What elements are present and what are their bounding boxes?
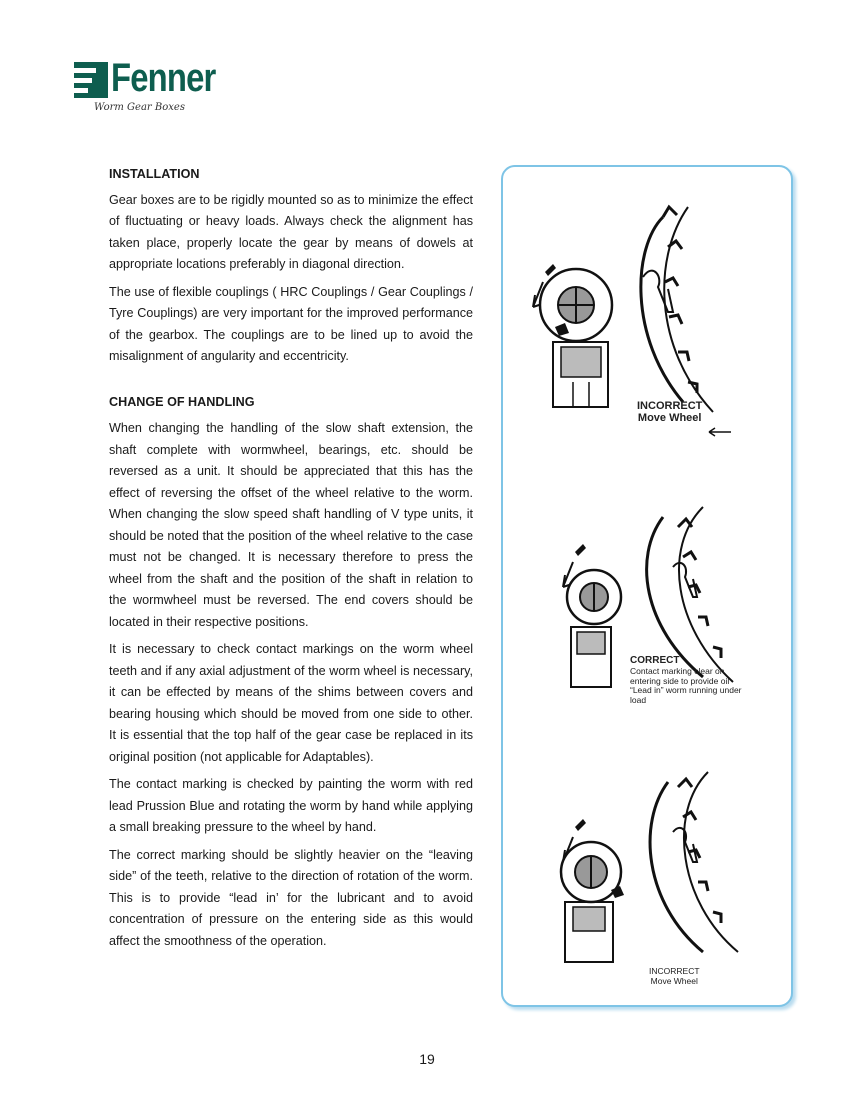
brand-name: Fenner: [111, 56, 216, 100]
illustration-panel: [501, 165, 793, 1007]
fenner-logo-mark: [74, 62, 108, 98]
figure-incorrect-1: [503, 187, 791, 437]
change-of-handling-heading: CHANGE OF HANDLING: [109, 394, 255, 409]
handling-paragraph-4: The correct marking should be slightly heavier on the “leaving side” of the teeth, relative to the direction of rotation of the worm. This is to provide “lead in’ for the lubricant and to avoid concentration of pressure on the entering side as this would affect the smoothness of the operation.: [109, 847, 473, 948]
figure-3-subtitle: Move Wheel: [650, 975, 698, 986]
fenner-logo: [74, 56, 224, 122]
page-number: 19: [419, 1051, 435, 1067]
installation-paragraph-1: Gear boxes are to be rigidly mounted so as to minimize the effect of fluctuating or heavy loads. Always check the alignment has taken place, properly locate the gear by means of dowels at appropriate locations preferably in diagonal direction.: [109, 192, 473, 271]
brand-tagline: Worm Gear Boxes: [94, 102, 185, 113]
figure-3-caption: [649, 967, 700, 986]
figure-1-subtitle: Move Wheel: [637, 412, 702, 424]
figure-2-caption: [630, 655, 748, 705]
figure-correct: [503, 487, 791, 727]
body-text-column: [109, 164, 473, 958]
handling-paragraph-1: When changing the handling of the slow shaft extension, the shaft complete with wormwheel, bearings, etc. should be reversed as a unit. It should be appreciated that this has the effect of reversing the offset of the wheel relative to the worm. When changing the slow speed shaft handling of V type units, it should be noted that the position of the wheel relative to the case must not be changed. It is necessary therefore to press the wheel from the shaft and the position of the shaft in relation to the wormwheel must be reversed. The end covers should be located in their respective positions.: [109, 421, 473, 629]
figure-2-title: CORRECT: [630, 655, 680, 666]
figure-incorrect-2: [503, 762, 791, 997]
handling-paragraph-2: It is necessary to check contact markings on the worm wheel teeth and if any axial adjustment of the worm wheel is necessary, it can be effected by means of the shims between covers and bearing housing which should be moved from one side to other. It is essential that the top half of the gear case be replaced in its original position (not applicable for Adaptables).: [109, 642, 473, 764]
installation-paragraph-2: The use of flexible couplings ( HRC Couplings / Gear Couplings / Tyre Couplings) are very important for the improved performance of the gearbox. The couplings are to be lined up to avoid the misalignment of angularity and eccentricity.: [109, 284, 473, 363]
figure-3-title: INCORRECT: [649, 966, 700, 976]
figure-1-title: INCORRECT: [637, 400, 703, 412]
worm-wheel-incorrect-2-drawing: [503, 762, 791, 972]
figure-2-subtitle: Contact marking clear on entering side to provide oil “Lead in” worm running under load: [630, 666, 742, 705]
left-arrow-icon: [707, 427, 733, 437]
handling-paragraph-3: The contact marking is checked by painting the worm with red lead Prussion Blue and rotating the worm by hand while applying a small breaking pressure to the wheel by hand.: [109, 777, 473, 834]
installation-heading: INSTALLATION: [109, 167, 200, 181]
figure-1-caption: [637, 400, 702, 424]
